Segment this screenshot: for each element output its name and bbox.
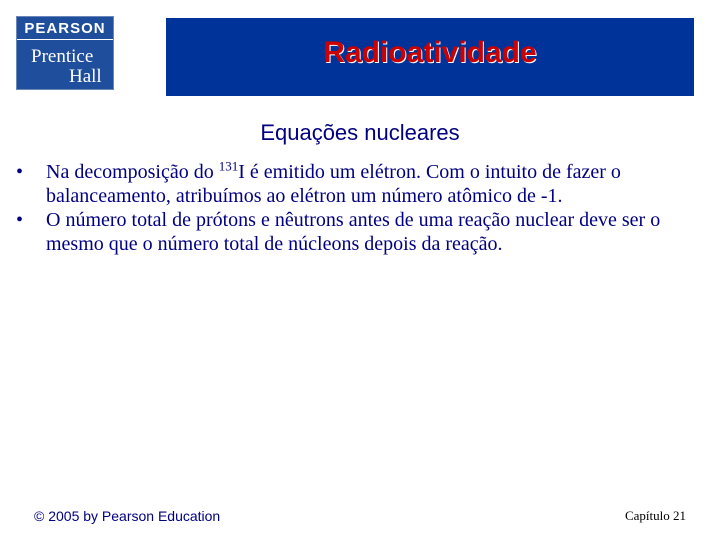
bullet-text-start: Na decomposição do	[46, 161, 219, 183]
bullet-list	[16, 160, 706, 256]
copyright-footer: © 2005 by Pearson Education	[34, 508, 221, 524]
pearson-prentice-hall-logo	[16, 16, 114, 90]
bullet-text: O número total de prótons e nêutrons antes de uma reação nuclear deve ser o mesmo que o número total de núcleons depois da reação.	[46, 209, 661, 255]
logo-brand: PEARSON	[17, 17, 113, 40]
bullet-item	[16, 160, 706, 208]
bullet-item	[16, 208, 706, 256]
logo-line-prentice: Prentice	[31, 46, 94, 67]
logo-line-hall: Hall	[69, 66, 102, 87]
isotope-mass-number: 131	[218, 158, 239, 174]
bullet-text-rest: I é emitido um elétron. Com o intuito de fazer o balanceamento, atribuímos ao elétron um número atômico de -1.	[46, 161, 621, 207]
slide-subtitle: Equações nucleares	[260, 120, 460, 145]
chapter-footer: Capítulo 21	[624, 508, 686, 523]
bullet-marker: •	[16, 161, 24, 183]
slide-title: Radioatividade	[323, 36, 537, 69]
bullet-marker: •	[16, 209, 24, 231]
